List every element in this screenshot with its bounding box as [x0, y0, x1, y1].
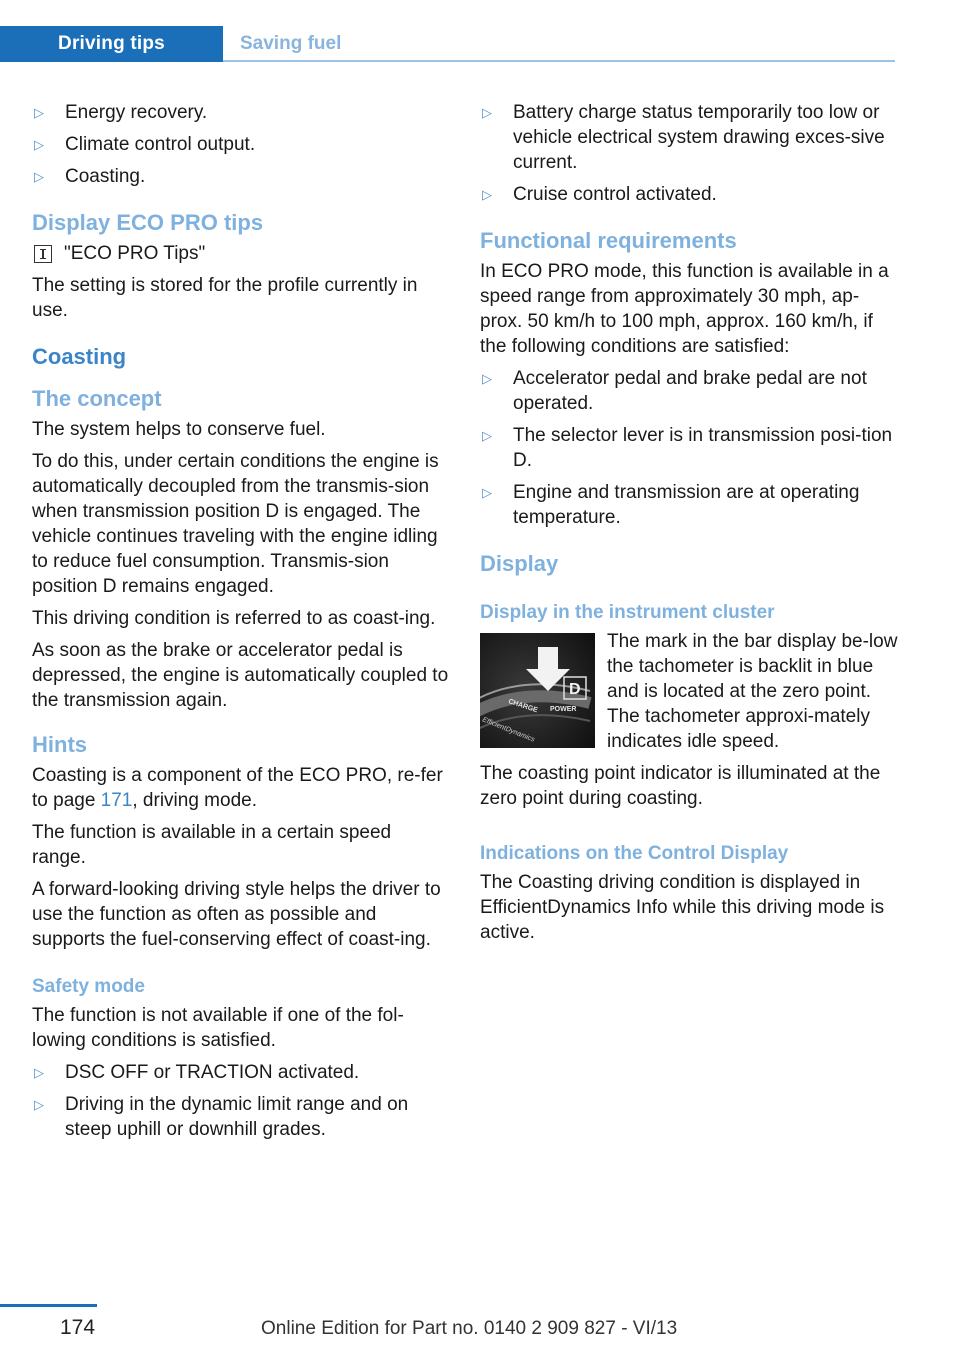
- right-column: [480, 100, 898, 952]
- charge-label: CHARGE: [507, 698, 539, 715]
- list-item: ▷ The selector lever is in transmission posi-tion D.: [482, 425, 893, 471]
- triangle-bullet-icon: ▷: [482, 485, 492, 500]
- paragraph: The Coasting driving condition is displayed in EfficientDynamics Info while this driving mode is active.: [480, 872, 885, 943]
- heading-display: Display: [480, 551, 559, 576]
- triangle-bullet-icon: ▷: [34, 1065, 44, 1080]
- paragraph: Coasting is a component of the ECO PRO, re-fer to page 171, driving mode.: [32, 765, 443, 811]
- header-rule: [223, 60, 895, 62]
- triangle-bullet-icon: ▷: [34, 105, 44, 120]
- list-item: ▷ Coasting.: [34, 166, 146, 187]
- tab-saving-fuel[interactable]: Saving fuel: [240, 33, 342, 54]
- triangle-bullet-icon: ▷: [482, 187, 492, 202]
- heading-display-in-instrument-cluster: Display in the instrument cluster: [480, 602, 775, 623]
- triangle-bullet-icon: ▷: [482, 371, 492, 386]
- page-link[interactable]: 171: [100, 790, 133, 811]
- triangle-bullet-icon: ▷: [34, 137, 44, 152]
- triangle-bullet-icon: ▷: [482, 105, 492, 120]
- paragraph: The setting is stored for the profile currently in use.: [32, 275, 418, 321]
- list-item: ▷ Energy recovery.: [34, 102, 208, 123]
- footer-rule: [0, 1304, 97, 1307]
- menu-info-icon: [34, 245, 52, 263]
- list-item: ▷ Cruise control activated.: [482, 184, 717, 205]
- paragraph: The system helps to conserve fuel.: [32, 419, 326, 440]
- heading-the-concept: The concept: [32, 386, 162, 411]
- instrument-cluster-graphic: [480, 633, 595, 748]
- cluster-figure-block: [480, 629, 898, 754]
- paragraph: The function is not available if one of the fol-lowing conditions is satisfied.: [32, 1005, 404, 1051]
- list-item: ▷ Climate control output.: [34, 134, 256, 155]
- paragraph: The coasting point indicator is illuminated at the zero point during coasting.: [480, 763, 881, 809]
- heading-display-eco-pro-tips: Display ECO PRO tips: [32, 210, 264, 235]
- cluster-description: The mark in the bar display be-low the tachometer is backlit in blue and is located at the zero point. The tachometer approxi-mately indicates idle speed.: [607, 631, 898, 752]
- menu-path: "ECO PRO Tips": [32, 241, 450, 266]
- tab-driving-tips[interactable]: Driving tips: [0, 26, 223, 62]
- paragraph: The function is available in a certain speed range.: [32, 822, 392, 868]
- brand-label: EfficientDynamics: [481, 716, 536, 744]
- paragraph: As soon as the brake or accelerator pedal is depressed, the engine is automatically coupled to the transmission again.: [32, 640, 449, 711]
- list-item: ▷ Driving in the dynamic limit range and on steep uphill or downhill grades.: [34, 1094, 409, 1140]
- left-column: [32, 100, 450, 1149]
- paragraph: In ECO PRO mode, this function is available in a speed range from approximately 30 mph, ap-prox. 50 km/h to 100 mph, approx. 160 km/h, if the following conditions are satisfied:: [480, 261, 889, 357]
- page-number: 174: [60, 1316, 96, 1339]
- gear-indicator: D: [569, 681, 581, 698]
- chapter-header: [0, 26, 895, 62]
- triangle-bullet-icon: ▷: [34, 1097, 44, 1112]
- edition-note: Online Edition for Part no. 0140 2 909 827 - VI/13: [261, 1318, 678, 1339]
- heading-functional-requirements: Functional requirements: [480, 228, 737, 253]
- heading-safety-mode: Safety mode: [32, 976, 145, 997]
- instrument-cluster-image: [480, 633, 595, 748]
- paragraph: This driving condition is referred to as coast-ing.: [32, 608, 436, 629]
- triangle-bullet-icon: ▷: [34, 169, 44, 184]
- list-item: ▷ Engine and transmission are at operating temperature.: [482, 482, 860, 528]
- paragraph: A forward-looking driving style helps the driver to use the function as often as possible and supports the fuel-conserving effect of coast-ing.: [32, 879, 441, 950]
- list-item: ▷ Accelerator pedal and brake pedal are not operated.: [482, 368, 867, 414]
- heading-indications-control-display: Indications on the Control Display: [480, 843, 789, 864]
- heading-coasting: Coasting: [32, 344, 127, 369]
- triangle-bullet-icon: ▷: [482, 428, 492, 443]
- list-item: ▷ Battery charge status temporarily too low or vehicle electrical system drawing exces-sive current.: [482, 102, 885, 173]
- list-item: ▷ DSC OFF or TRACTION activated.: [34, 1062, 360, 1083]
- power-label: POWER: [550, 706, 577, 713]
- heading-hints: Hints: [32, 732, 87, 757]
- paragraph: To do this, under certain conditions the engine is automatically decoupled from the transmis-sion when transmission position D is engaged. The vehicle continues traveling with the engine idling to reduce fuel consumption. Transmis-sion position D remains engaged.: [32, 451, 439, 597]
